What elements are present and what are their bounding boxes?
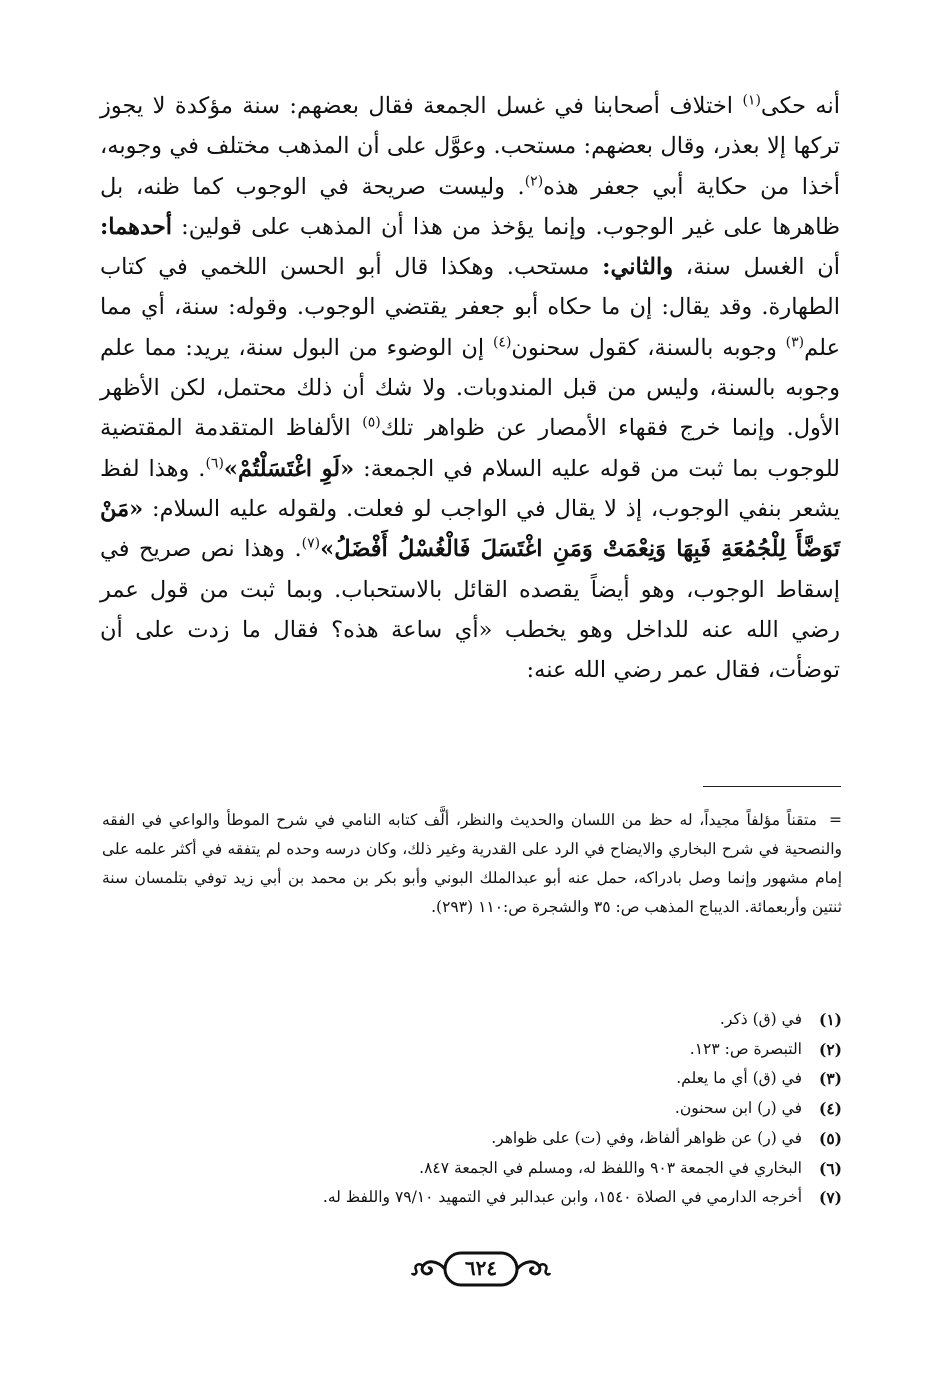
footnote-text: في (ق) أي ما يعلم. (676, 1069, 802, 1088)
footnote-text: التبصرة ص: ١٢٣. (689, 1039, 802, 1058)
continuation-marker: = (829, 811, 842, 829)
text-run: . وهذا لفظ يشعر بنفي الوجوب، إذ لا يقال في الواجب لو فعلت. ولقوله عليه السلام: (100, 455, 840, 522)
page-number-ornament (411, 1248, 551, 1292)
text-run: اختلاف أصحابنا في غسل الجمعة فقال بعضهم: سنة مؤكدة لا يجوز تركها إلا بعذر، وقال بعضهم: مستحب. وعوَّل على أن المذهب مختلف في وجوبه، أخذا من حكاية أبي جعفر هذه (100, 93, 840, 200)
footnote-number: (٢) (818, 1039, 842, 1059)
hadith-quote-1: «لَوِ اغْتَسَلْتُمْ» (223, 455, 355, 482)
footnote-item (150, 1094, 842, 1124)
footnote-text: في (ق) ذكر. (719, 1010, 802, 1028)
footnote-text: البخاري في الجمعة ٩٠٣ واللفظ له، ومسلم في الجمعة ٨٤٧. (419, 1158, 802, 1177)
hadith-quote-2: «مَنْ تَوَضَّأَ لِلْجُمُعَةِ فَبِهَا وَنِعْمَتْ وَمَنِ اغْتَسَلَ فَالْغُسْلُ أَفْضَلُ» (100, 495, 840, 563)
text-run: أن الغسل سنة، (673, 254, 840, 281)
footnote-ref-4: (٤) (492, 334, 512, 351)
footnote-item (150, 1124, 842, 1154)
footnote-number: (١) (818, 1010, 842, 1029)
bold-term-second: والثاني: (602, 254, 674, 281)
text-run: . وهذا نص صريح في إسقاط الوجوب، وهو أيضاً يقصده القائل بالاستحباب. وبما ثبت من قول عمر رضي الله عنه للداخل وهو يخطب «أي ساعة هذه؟ فقال ما زدت على أن توضأت، فقال عمر رضي الله عنه: (100, 536, 840, 684)
footnote-ref-6: (٦) (205, 455, 224, 472)
footnote-list (150, 1005, 842, 1213)
bold-term-first: أحدهما: (100, 213, 173, 240)
footnote-ref-2: (٢) (524, 173, 544, 190)
text-run: الألفاظ المتقدمة المقتضية للوجوب بما ثبت من قوله عليه السلام في الجمعة: (100, 415, 841, 482)
page-number: ٦٢٤ (464, 1256, 498, 1280)
footnote-text: في (ر) ابن سحنون. (674, 1099, 802, 1118)
text-run: مستحب. وهكذا قال أبو الحسن اللخمي في كتاب الطهارة. وقد يقال: إن ما حكاه أبو جعفر يقتضي الوجوب. وقوله: سنة، أي مما علم (100, 254, 840, 361)
footnote-number: (٤) (818, 1099, 842, 1119)
footnote-continuation (102, 806, 842, 922)
footnote-item (150, 1154, 842, 1184)
footnote-item (150, 1183, 842, 1213)
footnote-text: أخرجه الدارمي في الصلاة ١٥٤٠، وابن عبدالبر في التمهيد ٧٩/١٠ واللفظ له. (322, 1188, 802, 1207)
main-paragraph (100, 86, 840, 690)
footnote-number: (٣) (818, 1069, 842, 1089)
footnote-text: في (ر) عن ظواهر ألفاظ، وفي (ت) على ظواهر. (491, 1128, 802, 1147)
footnote-item (150, 1035, 842, 1065)
footnote-number: (٥) (818, 1128, 842, 1148)
footnote-item (150, 1005, 842, 1035)
footnote-number: (٧) (818, 1188, 842, 1208)
text-run: . وليست صريحة في الوجوب كما ظنه، بل ظاهرها على غير الوجوب. وإنما يؤخذ من هذا أن المذهب على قولين: (100, 173, 840, 240)
text-run: أنه حكى (760, 93, 840, 119)
footnote-ref-3: (٣) (785, 334, 805, 351)
text-run: إن الوضوء من البول سنة، يريد: مما علم وجوبه بالسنة، وليس من قبل المندوبات. ولا شك أن ذلك محتمل، لكن الأظهر الأول. وإنما خرج فقهاء الأمصار عن ظواهر تلك (100, 334, 841, 442)
main-text-block (100, 86, 840, 690)
footnote-separator (703, 786, 841, 787)
footnote-ref-1: (١) (742, 92, 761, 109)
continuation-text: متقناً مؤلفاً مجيداً، له حظ من اللسان والحديث والنظر، ألَّف كتابه النامي في شرح الموطأ والواعي في الفقه والنصحية في شرح البخاري والايضاح في الرد على القدرية وغير ذلك، وكان درسه وحده لم يتفقه في أكثر علمه على إمام مشهور وإنما وصل بادراكه، حمل عنه أبو عبدالملك البوني وأبو بكر بن محمد بن أبي زيد توفي بتلمسان سنة ثنتين وأربعمائة. الديباج المذهب ص: ٣٥ والشجرة ص:١١٠ (٢٩٣). (102, 811, 842, 916)
footnote-number: (٦) (818, 1158, 842, 1178)
text-run: وجوبه بالسنة، كقول سحنون (511, 334, 786, 361)
footnote-ref-5: (٥) (362, 414, 381, 431)
footnote-ref-7: (٧) (301, 535, 321, 552)
footnote-item (150, 1064, 842, 1094)
